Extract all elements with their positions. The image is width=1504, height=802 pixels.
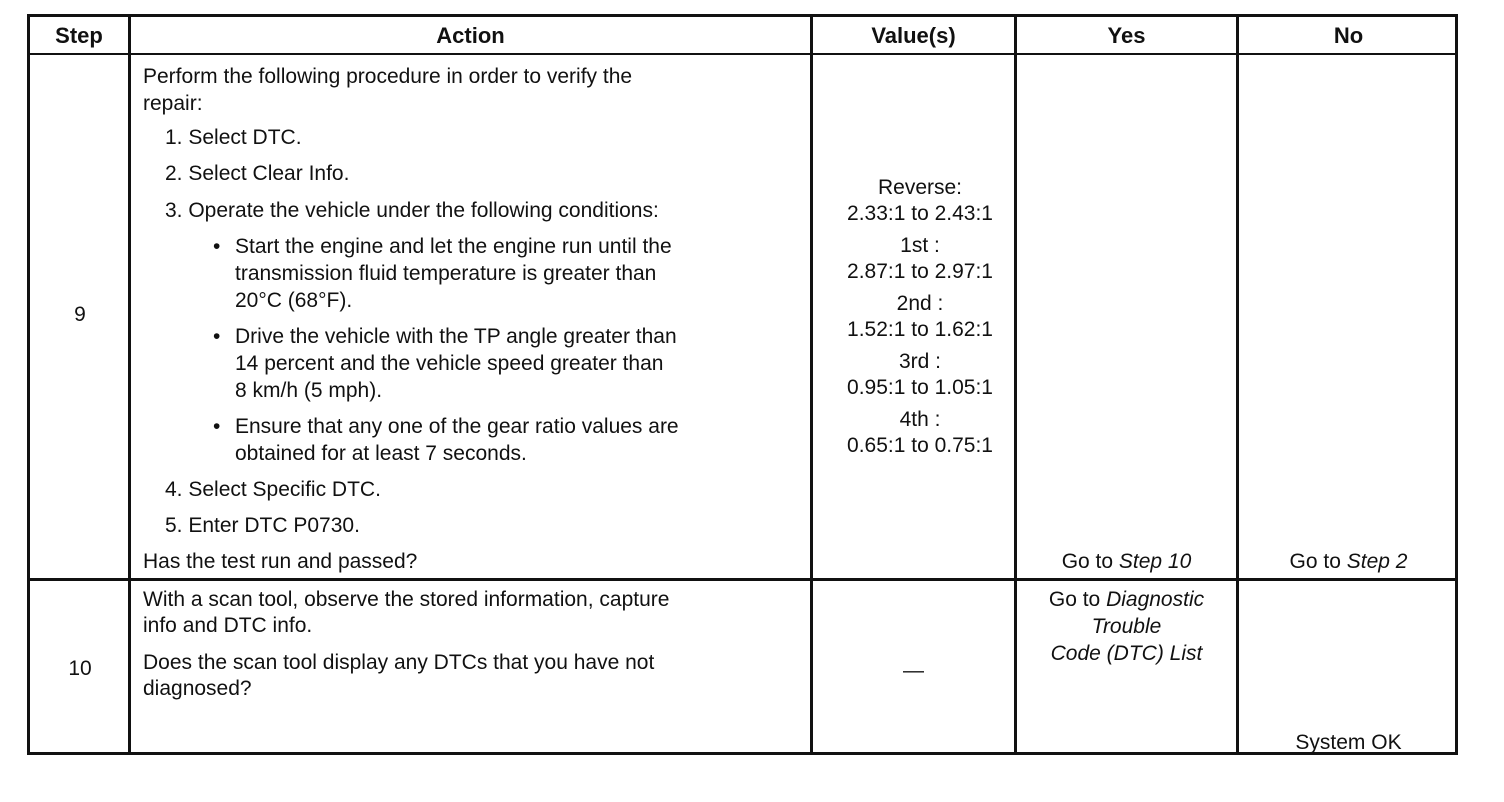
yes-result: Go to Step 10	[1061, 550, 1192, 573]
action-text: With a scan tool, observe the stored information, capture	[143, 588, 670, 611]
yes-result: Go to Diagnostic	[1048, 588, 1205, 611]
procedure-step: 2. Select Clear Info.	[165, 162, 350, 185]
action-text: info and DTC info.	[143, 614, 313, 637]
bullet-text: transmission fluid temperature is greater than	[235, 262, 657, 285]
dtc-list-link[interactable]: Trouble	[1091, 615, 1162, 638]
step-number: 10	[68, 657, 92, 680]
dtc-list-link[interactable]: Code (DTC) List	[1050, 642, 1203, 665]
bullet-text: obtained for at least 7 seconds.	[235, 442, 527, 465]
action-text: repair:	[143, 92, 203, 115]
header-values: Value(s)	[871, 23, 956, 48]
bullet-text: 8 km/h (5 mph).	[235, 379, 383, 402]
question-text: Has the test run and passed?	[143, 550, 418, 573]
bullet-text: Drive the vehicle with the TP angle greater than	[235, 325, 677, 348]
diagnostic-table	[27, 14, 1458, 755]
procedure-step: 4. Select Specific DTC.	[165, 478, 381, 501]
step-number: 9	[74, 303, 86, 326]
question-text: Does the scan tool display any DTCs that you have not	[143, 651, 655, 674]
col-divider	[810, 17, 813, 752]
gear-ratio-values	[820, 175, 1020, 465]
action-text: Perform the following procedure in order to verify the	[143, 65, 633, 88]
header-no: No	[1333, 23, 1364, 48]
question-text: diagnosed?	[143, 677, 252, 700]
col-divider	[1236, 17, 1239, 752]
yes-result-line	[1017, 613, 1236, 640]
procedure-step: 3. Operate the vehicle under the following conditions:	[165, 199, 659, 222]
bullet-text: 20°C (68°F).	[235, 289, 353, 312]
value-group: 1st : 2.87:1 to 2.97:1	[847, 234, 993, 283]
value-group: 4th : 0.65:1 to 0.75:1	[847, 408, 993, 457]
bullet-text: 14 percent and the vehicle speed greater than	[235, 352, 664, 375]
step-10-link[interactable]: Step 10	[1118, 550, 1192, 573]
value-group: 2nd : 1.52:1 to 1.62:1	[847, 292, 993, 341]
step-2-link[interactable]: Step 2	[1346, 550, 1408, 573]
procedure-step: 5. Enter DTC P0730.	[165, 514, 360, 537]
row-divider	[30, 578, 1455, 581]
value-dash: —	[903, 659, 924, 682]
col-divider	[128, 17, 131, 752]
procedure-step: 1. Select DTC.	[165, 126, 302, 149]
dtc-list-link[interactable]: Diagnostic	[1106, 588, 1205, 611]
header-action: Action	[436, 23, 505, 48]
no-result: System OK	[1295, 731, 1402, 754]
no-result: Go to Step 2	[1289, 550, 1408, 573]
bullet-text: Start the engine and let the engine run until the	[235, 235, 672, 258]
value-group: 3rd : 0.95:1 to 1.05:1	[847, 350, 993, 399]
bullet-icon: •	[213, 415, 221, 438]
bullet-icon: •	[213, 325, 221, 348]
header-step: Step	[55, 23, 103, 48]
header-yes: Yes	[1107, 23, 1146, 48]
bullet-text: Ensure that any one of the gear ratio values are	[235, 415, 679, 438]
yes-result-line	[1017, 640, 1236, 667]
value-group: Reverse: 2.33:1 to 2.43:1	[847, 176, 993, 225]
bullet-icon: •	[213, 235, 221, 258]
